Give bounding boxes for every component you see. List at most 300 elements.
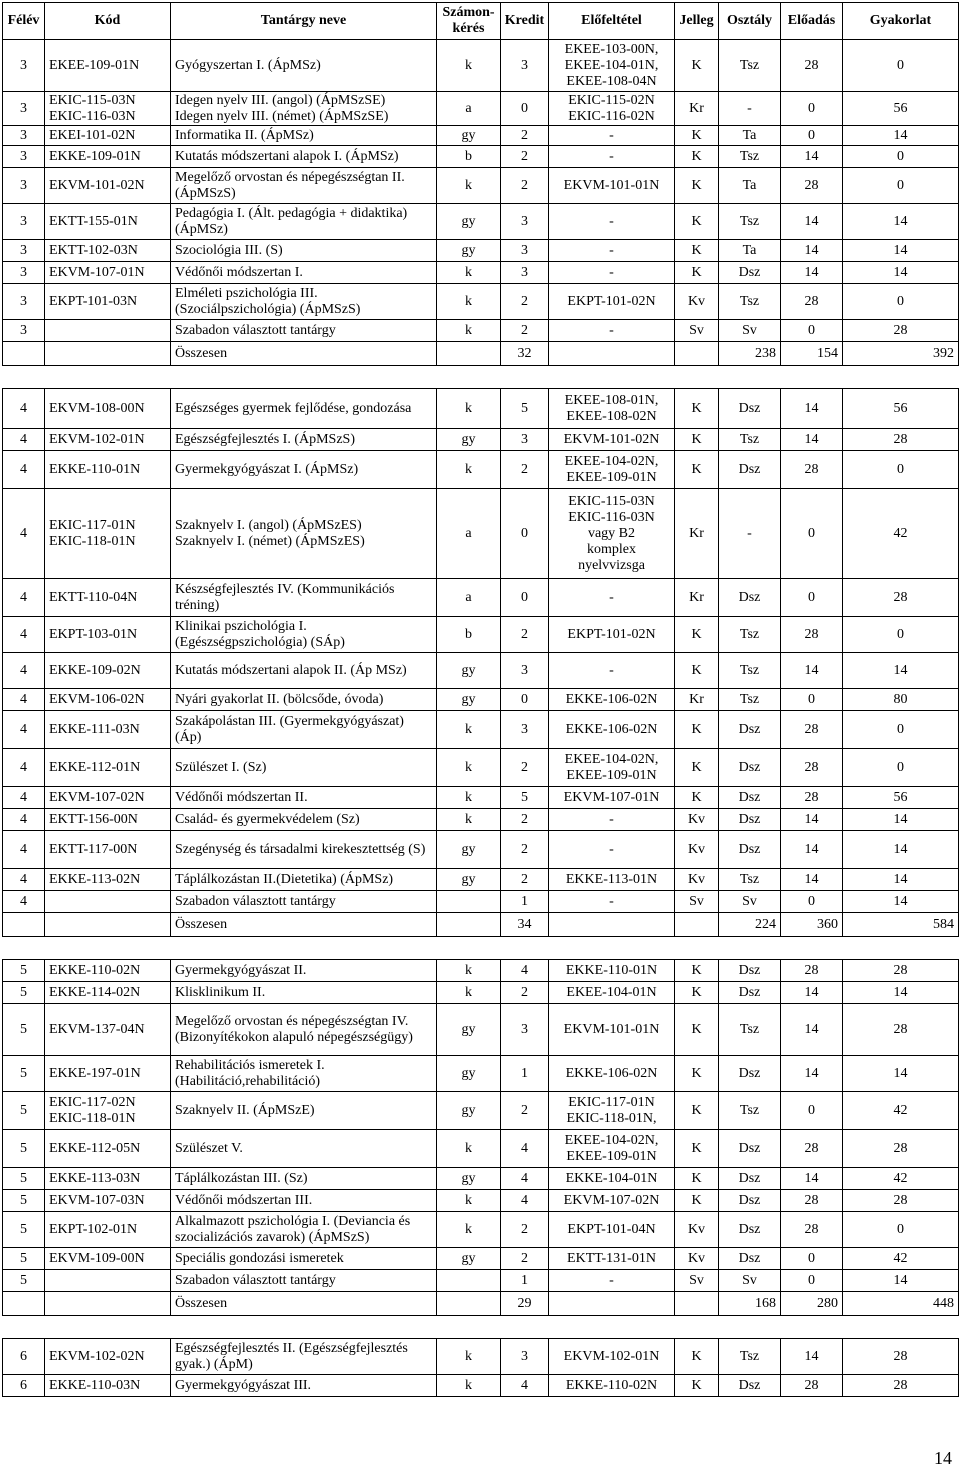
code-cell: EKIC-115-03N EKIC-116-03N bbox=[45, 92, 171, 126]
lecture-cell: 0 bbox=[781, 489, 843, 579]
lecture-cell: 154 bbox=[781, 342, 843, 366]
prerequisite-cell: EKVM-101-01N bbox=[549, 1004, 675, 1056]
practice-cell: 56 bbox=[843, 92, 959, 126]
prerequisite-cell: EKEE-104-01N bbox=[549, 982, 675, 1004]
code-cell bbox=[45, 913, 171, 937]
practice-cell: 0 bbox=[843, 749, 959, 787]
table-row bbox=[3, 168, 959, 204]
practice-cell: 14 bbox=[843, 126, 959, 146]
semester-cell: 6 bbox=[3, 1375, 45, 1397]
credit-cell: 2 bbox=[501, 451, 549, 489]
exam-type-cell: k bbox=[437, 1190, 501, 1212]
exam-type-cell: gy bbox=[437, 1004, 501, 1056]
type-cell: K bbox=[675, 1092, 719, 1130]
practice-cell: 392 bbox=[843, 342, 959, 366]
table-row bbox=[3, 284, 959, 320]
exam-type-cell: gy bbox=[437, 1168, 501, 1190]
prerequisite-cell: - bbox=[549, 831, 675, 869]
practice-cell: 14 bbox=[843, 982, 959, 1004]
credit-cell: 2 bbox=[501, 168, 549, 204]
code-cell: EKKE-109-01N bbox=[45, 146, 171, 168]
practice-cell: 14 bbox=[843, 809, 959, 831]
type-cell: K bbox=[675, 240, 719, 262]
semester-cell: 5 bbox=[3, 1270, 45, 1292]
department-cell: 238 bbox=[719, 342, 781, 366]
department-cell: Dsz bbox=[719, 1248, 781, 1270]
credit-cell: 0 bbox=[501, 579, 549, 617]
type-cell: Kv bbox=[675, 809, 719, 831]
header-cell: Gyakorlat bbox=[843, 3, 959, 40]
department-cell: Tsz bbox=[719, 1339, 781, 1375]
subject-cell: Klinikai pszichológia I. (Egészségpszichológia) (SÁp) bbox=[171, 617, 437, 653]
department-cell: Ta bbox=[719, 126, 781, 146]
table-row bbox=[3, 40, 959, 92]
credit-cell: 2 bbox=[501, 1092, 549, 1130]
header-cell: Előadás bbox=[781, 3, 843, 40]
department-cell: Dsz bbox=[719, 809, 781, 831]
credit-cell: 2 bbox=[501, 284, 549, 320]
practice-cell: 14 bbox=[843, 1270, 959, 1292]
type-cell: Sv bbox=[675, 320, 719, 342]
subject-cell: Kutatás módszertani alapok II. (Áp MSz) bbox=[171, 653, 437, 689]
department-cell: Tsz bbox=[719, 1004, 781, 1056]
lecture-cell: 0 bbox=[781, 579, 843, 617]
credit-cell: 4 bbox=[501, 1375, 549, 1397]
department-cell: Sv bbox=[719, 1270, 781, 1292]
practice-cell: 42 bbox=[843, 489, 959, 579]
lecture-cell: 0 bbox=[781, 92, 843, 126]
practice-cell: 14 bbox=[843, 204, 959, 240]
credit-cell: 3 bbox=[501, 1339, 549, 1375]
type-cell: K bbox=[675, 126, 719, 146]
semester-cell: 4 bbox=[3, 429, 45, 451]
code-cell: EKTT-155-01N bbox=[45, 204, 171, 240]
semester-cell: 3 bbox=[3, 168, 45, 204]
department-cell: Dsz bbox=[719, 1130, 781, 1168]
practice-cell: 42 bbox=[843, 1248, 959, 1270]
practice-cell: 28 bbox=[843, 429, 959, 451]
semester-cell bbox=[3, 342, 45, 366]
practice-cell: 14 bbox=[843, 1056, 959, 1092]
subject-cell: Szülészet I. (Sz) bbox=[171, 749, 437, 787]
subject-cell: Gyermekgyógyászat III. bbox=[171, 1375, 437, 1397]
type-cell: Kv bbox=[675, 284, 719, 320]
lecture-cell: 14 bbox=[781, 240, 843, 262]
exam-type-cell: k bbox=[437, 809, 501, 831]
practice-cell: 14 bbox=[843, 240, 959, 262]
department-cell: Tsz bbox=[719, 146, 781, 168]
header-cell: Kredit bbox=[501, 3, 549, 40]
practice-cell: 28 bbox=[843, 960, 959, 982]
department-cell: Dsz bbox=[719, 1168, 781, 1190]
type-cell: K bbox=[675, 982, 719, 1004]
department-cell: Dsz bbox=[719, 262, 781, 284]
department-cell: Dsz bbox=[719, 1375, 781, 1397]
exam-type-cell: b bbox=[437, 617, 501, 653]
credit-cell: 2 bbox=[501, 831, 549, 869]
department-cell: Tsz bbox=[719, 40, 781, 92]
subject-cell: Megelőző orvostan és népegészségtan II.(ÁpMSzS) bbox=[171, 168, 437, 204]
lecture-cell: 14 bbox=[781, 204, 843, 240]
summary-row bbox=[3, 1292, 959, 1316]
department-cell: Dsz bbox=[719, 982, 781, 1004]
prerequisite-cell: EKEE-104-02N, EKEE-109-01N bbox=[549, 1130, 675, 1168]
code-cell: EKKE-112-05N bbox=[45, 1130, 171, 1168]
code-cell: EKTT-156-00N bbox=[45, 809, 171, 831]
exam-type-cell: gy bbox=[437, 1092, 501, 1130]
type-cell: Kr bbox=[675, 689, 719, 711]
credit-cell: 3 bbox=[501, 711, 549, 749]
type-cell: K bbox=[675, 749, 719, 787]
exam-type-cell: k bbox=[437, 1212, 501, 1248]
lecture-cell: 14 bbox=[781, 831, 843, 869]
credit-cell: 2 bbox=[501, 617, 549, 653]
lecture-cell: 28 bbox=[781, 451, 843, 489]
lecture-cell: 14 bbox=[781, 1339, 843, 1375]
exam-type-cell: k bbox=[437, 389, 501, 429]
prerequisite-cell: EKIC-115-03N EKIC-116-03N vagy B2 komplex nyelvvizsga bbox=[549, 489, 675, 579]
subject-cell: Alkalmazott pszichológia I. (Deviancia és szocializációs zavarok) (ÁpMSzS) bbox=[171, 1212, 437, 1248]
header-cell: Kód bbox=[45, 3, 171, 40]
subject-cell: Gyermekgyógyászat I. (ÁpMSz) bbox=[171, 451, 437, 489]
practice-cell: 42 bbox=[843, 1092, 959, 1130]
practice-cell: 28 bbox=[843, 1004, 959, 1056]
credit-cell: 3 bbox=[501, 653, 549, 689]
table-body bbox=[3, 40, 959, 1397]
type-cell: Sv bbox=[675, 1270, 719, 1292]
code-cell: EKKE-110-03N bbox=[45, 1375, 171, 1397]
semester-cell: 4 bbox=[3, 451, 45, 489]
lecture-cell: 0 bbox=[781, 320, 843, 342]
department-cell: Tsz bbox=[719, 1092, 781, 1130]
credit-cell: 3 bbox=[501, 1004, 549, 1056]
exam-type-cell: k bbox=[437, 749, 501, 787]
type-cell: K bbox=[675, 429, 719, 451]
code-cell: EKKE-109-02N bbox=[45, 653, 171, 689]
semester-cell: 3 bbox=[3, 40, 45, 92]
prerequisite-cell: EKVM-107-02N bbox=[549, 1190, 675, 1212]
semester-cell: 4 bbox=[3, 617, 45, 653]
lecture-cell: 360 bbox=[781, 913, 843, 937]
credit-cell: 5 bbox=[501, 787, 549, 809]
lecture-cell: 14 bbox=[781, 653, 843, 689]
credit-cell: 2 bbox=[501, 320, 549, 342]
subject-cell: Elméleti pszichológia III. (Szociálpszichológia) (ÁpMSzS) bbox=[171, 284, 437, 320]
code-cell: EKVM-108-00N bbox=[45, 389, 171, 429]
code-cell: EKKE-114-02N bbox=[45, 982, 171, 1004]
department-cell: - bbox=[719, 489, 781, 579]
table-row bbox=[3, 1056, 959, 1092]
subject-cell: Védőnői módszertan III. bbox=[171, 1190, 437, 1212]
practice-cell: 28 bbox=[843, 1339, 959, 1375]
department-cell: Sv bbox=[719, 891, 781, 913]
code-cell: EKEE-109-01N bbox=[45, 40, 171, 92]
practice-cell: 56 bbox=[843, 389, 959, 429]
code-cell: EKVM-102-02N bbox=[45, 1339, 171, 1375]
department-cell: Dsz bbox=[719, 960, 781, 982]
table-row bbox=[3, 126, 959, 146]
credit-cell: 4 bbox=[501, 1190, 549, 1212]
prerequisite-cell: - bbox=[549, 653, 675, 689]
practice-cell: 14 bbox=[843, 831, 959, 869]
prerequisite-cell bbox=[549, 1292, 675, 1316]
subject-cell: Összesen bbox=[171, 342, 437, 366]
table-row bbox=[3, 1130, 959, 1168]
table-row bbox=[3, 262, 959, 284]
semester-cell: 4 bbox=[3, 489, 45, 579]
code-cell: EKPT-103-01N bbox=[45, 617, 171, 653]
code-cell: EKKE-197-01N bbox=[45, 1056, 171, 1092]
table-row bbox=[3, 1375, 959, 1397]
header-cell: Tantárgy neve bbox=[171, 3, 437, 40]
department-cell: Dsz bbox=[719, 389, 781, 429]
prerequisite-cell: - bbox=[549, 579, 675, 617]
header-cell: Jelleg bbox=[675, 3, 719, 40]
type-cell: K bbox=[675, 653, 719, 689]
prerequisite-cell bbox=[549, 342, 675, 366]
code-cell: EKVM-107-03N bbox=[45, 1190, 171, 1212]
practice-cell: 28 bbox=[843, 320, 959, 342]
credit-cell: 32 bbox=[501, 342, 549, 366]
exam-type-cell: gy bbox=[437, 429, 501, 451]
semester-cell: 5 bbox=[3, 982, 45, 1004]
exam-type-cell: k bbox=[437, 960, 501, 982]
semester-cell: 5 bbox=[3, 1092, 45, 1130]
lecture-cell: 14 bbox=[781, 262, 843, 284]
spacer-row bbox=[3, 1316, 959, 1339]
exam-type-cell bbox=[437, 891, 501, 913]
exam-type-cell bbox=[437, 913, 501, 937]
exam-type-cell: k bbox=[437, 320, 501, 342]
semester-cell: 5 bbox=[3, 1212, 45, 1248]
practice-cell: 28 bbox=[843, 1130, 959, 1168]
type-cell: K bbox=[675, 960, 719, 982]
credit-cell: 4 bbox=[501, 960, 549, 982]
prerequisite-cell bbox=[549, 913, 675, 937]
table-row bbox=[3, 1339, 959, 1375]
prerequisite-cell: EKKE-106-02N bbox=[549, 689, 675, 711]
table-row bbox=[3, 1168, 959, 1190]
department-cell: Tsz bbox=[719, 284, 781, 320]
department-cell: Dsz bbox=[719, 451, 781, 489]
semester-cell: 3 bbox=[3, 204, 45, 240]
subject-cell: Informatika II. (ÁpMSz) bbox=[171, 126, 437, 146]
practice-cell: 0 bbox=[843, 451, 959, 489]
code-cell: EKTT-110-04N bbox=[45, 579, 171, 617]
semester-cell: 5 bbox=[3, 1190, 45, 1212]
table-row bbox=[3, 320, 959, 342]
table-row bbox=[3, 429, 959, 451]
prerequisite-cell: EKEE-104-02N, EKEE-109-01N bbox=[549, 451, 675, 489]
credit-cell: 0 bbox=[501, 92, 549, 126]
practice-cell: 28 bbox=[843, 579, 959, 617]
semester-cell: 4 bbox=[3, 749, 45, 787]
department-cell: Dsz bbox=[719, 1056, 781, 1092]
lecture-cell: 0 bbox=[781, 1092, 843, 1130]
credit-cell: 3 bbox=[501, 40, 549, 92]
type-cell: Kr bbox=[675, 489, 719, 579]
semester-cell: 4 bbox=[3, 831, 45, 869]
lecture-cell: 28 bbox=[781, 284, 843, 320]
credit-cell: 1 bbox=[501, 891, 549, 913]
credit-cell: 2 bbox=[501, 749, 549, 787]
lecture-cell: 0 bbox=[781, 126, 843, 146]
prerequisite-cell: EKEE-104-02N, EKEE-109-01N bbox=[549, 749, 675, 787]
semester-cell: 4 bbox=[3, 579, 45, 617]
table-row bbox=[3, 869, 959, 891]
exam-type-cell: a bbox=[437, 92, 501, 126]
semester-cell: 3 bbox=[3, 92, 45, 126]
subject-cell: Kutatás módszertani alapok I. (ÁpMSz) bbox=[171, 146, 437, 168]
type-cell: K bbox=[675, 389, 719, 429]
department-cell: Tsz bbox=[719, 689, 781, 711]
code-cell bbox=[45, 320, 171, 342]
prerequisite-cell: EKVM-101-01N bbox=[549, 168, 675, 204]
lecture-cell: 14 bbox=[781, 1004, 843, 1056]
lecture-cell: 28 bbox=[781, 711, 843, 749]
prerequisite-cell: EKEE-108-01N, EKEE-108-02N bbox=[549, 389, 675, 429]
code-cell: EKKE-110-02N bbox=[45, 960, 171, 982]
credit-cell: 5 bbox=[501, 389, 549, 429]
prerequisite-cell: EKEE-103-00N, EKEE-104-01N, EKEE-108-04N bbox=[549, 40, 675, 92]
practice-cell: 14 bbox=[843, 869, 959, 891]
code-cell: EKPT-101-03N bbox=[45, 284, 171, 320]
department-cell: Sv bbox=[719, 320, 781, 342]
subject-cell: Idegen nyelv III. (angol) (ÁpMSzSE) Idegen nyelv III. (német) (ÁpMSzSE) bbox=[171, 92, 437, 126]
curriculum-table bbox=[2, 2, 959, 1397]
spacer-row bbox=[3, 937, 959, 960]
credit-cell: 3 bbox=[501, 429, 549, 451]
exam-type-cell: k bbox=[437, 40, 501, 92]
department-cell: Tsz bbox=[719, 617, 781, 653]
semester-cell: 4 bbox=[3, 787, 45, 809]
type-cell: K bbox=[675, 1130, 719, 1168]
subject-cell: Készségfejlesztés IV. (Kommunikációs tréning) bbox=[171, 579, 437, 617]
prerequisite-cell: EKKE-104-01N bbox=[549, 1168, 675, 1190]
subject-cell: Rehabilitációs ismeretek I. (Habilitáció,rehabilitáció) bbox=[171, 1056, 437, 1092]
prerequisite-cell: - bbox=[549, 126, 675, 146]
subject-cell: Összesen bbox=[171, 1292, 437, 1316]
exam-type-cell: gy bbox=[437, 204, 501, 240]
lecture-cell: 0 bbox=[781, 891, 843, 913]
semester-cell: 4 bbox=[3, 809, 45, 831]
table-row bbox=[3, 389, 959, 429]
exam-type-cell: gy bbox=[437, 689, 501, 711]
type-cell bbox=[675, 913, 719, 937]
subject-cell: Szabadon választott tantárgy bbox=[171, 1270, 437, 1292]
prerequisite-cell: EKVM-101-02N bbox=[549, 429, 675, 451]
exam-type-cell: gy bbox=[437, 869, 501, 891]
credit-cell: 4 bbox=[501, 1130, 549, 1168]
header-row bbox=[3, 3, 959, 40]
prerequisite-cell: EKTT-131-01N bbox=[549, 1248, 675, 1270]
practice-cell: 448 bbox=[843, 1292, 959, 1316]
semester-cell: 4 bbox=[3, 689, 45, 711]
lecture-cell: 14 bbox=[781, 146, 843, 168]
credit-cell: 0 bbox=[501, 489, 549, 579]
credit-cell: 34 bbox=[501, 913, 549, 937]
lecture-cell: 14 bbox=[781, 1056, 843, 1092]
type-cell: K bbox=[675, 787, 719, 809]
exam-type-cell: k bbox=[437, 787, 501, 809]
code-cell: EKVM-101-02N bbox=[45, 168, 171, 204]
table-row bbox=[3, 711, 959, 749]
type-cell: K bbox=[675, 451, 719, 489]
semester-cell: 5 bbox=[3, 1168, 45, 1190]
prerequisite-cell: EKKE-110-01N bbox=[549, 960, 675, 982]
department-cell: Ta bbox=[719, 240, 781, 262]
subject-cell: Speciális gondozási ismeretek bbox=[171, 1248, 437, 1270]
lecture-cell: 0 bbox=[781, 689, 843, 711]
credit-cell: 2 bbox=[501, 146, 549, 168]
lecture-cell: 28 bbox=[781, 960, 843, 982]
table-row bbox=[3, 787, 959, 809]
practice-cell: 0 bbox=[843, 284, 959, 320]
subject-cell: Táplálkozástan II.(Dietetika) (ÁpMSz) bbox=[171, 869, 437, 891]
table-row bbox=[3, 1248, 959, 1270]
code-cell: EKKE-113-02N bbox=[45, 869, 171, 891]
semester-cell: 3 bbox=[3, 146, 45, 168]
prerequisite-cell: EKPT-101-04N bbox=[549, 1212, 675, 1248]
lecture-cell: 14 bbox=[781, 869, 843, 891]
type-cell: Kv bbox=[675, 831, 719, 869]
exam-type-cell: k bbox=[437, 1375, 501, 1397]
department-cell: Ta bbox=[719, 168, 781, 204]
lecture-cell: 28 bbox=[781, 40, 843, 92]
subject-cell: Klisklinikum II. bbox=[171, 982, 437, 1004]
table-row bbox=[3, 891, 959, 913]
type-cell: K bbox=[675, 40, 719, 92]
code-cell bbox=[45, 891, 171, 913]
table-row bbox=[3, 1190, 959, 1212]
lecture-cell: 14 bbox=[781, 809, 843, 831]
header-cell: Számon-kérés bbox=[437, 3, 501, 40]
code-cell: EKKE-112-01N bbox=[45, 749, 171, 787]
subject-cell: Szakápolástan III. (Gyermekgyógyászat) (Áp) bbox=[171, 711, 437, 749]
code-cell: EKIC-117-01N EKIC-118-01N bbox=[45, 489, 171, 579]
prerequisite-cell: - bbox=[549, 891, 675, 913]
table-row bbox=[3, 653, 959, 689]
table-row bbox=[3, 1270, 959, 1292]
exam-type-cell bbox=[437, 342, 501, 366]
type-cell: K bbox=[675, 1375, 719, 1397]
department-cell: Tsz bbox=[719, 204, 781, 240]
subject-cell: Szegénység és társadalmi kirekesztettség (S) bbox=[171, 831, 437, 869]
table-row bbox=[3, 617, 959, 653]
subject-cell: Egészségfejlesztés II. (Egészségfejlesztés gyak.) (ÁpM) bbox=[171, 1339, 437, 1375]
table-row bbox=[3, 831, 959, 869]
semester-cell: 5 bbox=[3, 1056, 45, 1092]
code-cell: EKIC-117-02N EKIC-118-01N bbox=[45, 1092, 171, 1130]
lecture-cell: 14 bbox=[781, 429, 843, 451]
prerequisite-cell: EKPT-101-02N bbox=[549, 284, 675, 320]
type-cell: K bbox=[675, 1168, 719, 1190]
subject-cell: Egészségfejlesztés I. (ÁpMSzS) bbox=[171, 429, 437, 451]
exam-type-cell: b bbox=[437, 146, 501, 168]
credit-cell: 2 bbox=[501, 869, 549, 891]
practice-cell: 0 bbox=[843, 168, 959, 204]
credit-cell: 0 bbox=[501, 689, 549, 711]
summary-row bbox=[3, 913, 959, 937]
practice-cell: 28 bbox=[843, 1190, 959, 1212]
exam-type-cell: gy bbox=[437, 240, 501, 262]
code-cell: EKKE-113-03N bbox=[45, 1168, 171, 1190]
code-cell: EKVM-107-01N bbox=[45, 262, 171, 284]
semester-cell: 6 bbox=[3, 1339, 45, 1375]
prerequisite-cell: - bbox=[549, 1270, 675, 1292]
prerequisite-cell: - bbox=[549, 146, 675, 168]
exam-type-cell: gy bbox=[437, 1056, 501, 1092]
